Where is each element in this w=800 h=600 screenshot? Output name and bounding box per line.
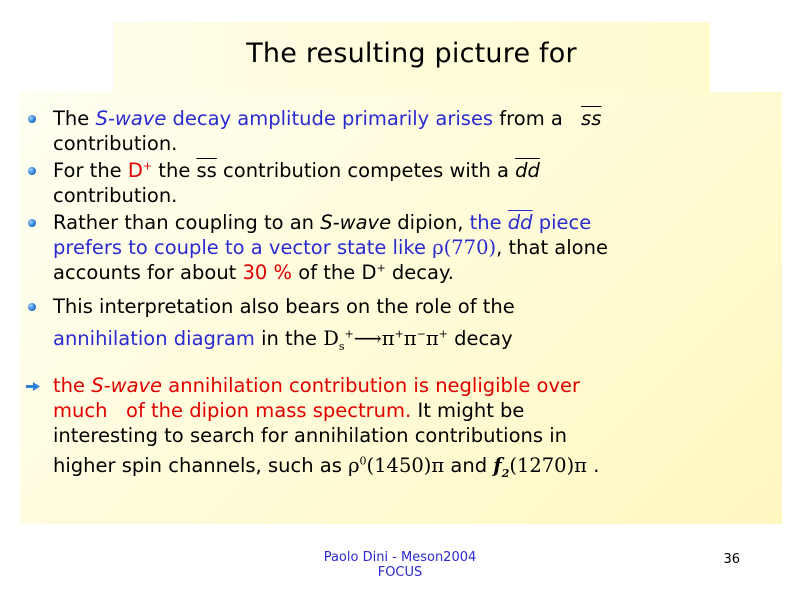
highlight-text: annihilation contribution is negligible over (162, 374, 581, 397)
charge: + (142, 159, 153, 173)
text: decay. (385, 261, 454, 284)
slide-title: The resulting picture for (246, 38, 577, 69)
arrow-bullet-icon (26, 382, 40, 391)
subscript: 2 (501, 466, 510, 480)
text: . (587, 454, 600, 477)
pi-symbol: π (381, 327, 395, 350)
s-wave-term: S-wave (91, 374, 163, 397)
d-symbol: D (127, 159, 143, 182)
charge: + (438, 327, 448, 341)
sphere-bullet-icon (28, 219, 36, 227)
text: the (152, 159, 197, 182)
sphere-bullet-icon (28, 303, 36, 311)
bullet-item-4 (24, 294, 764, 352)
bullet-list (24, 106, 764, 478)
text: This interpretation also bears on the role of the (53, 295, 515, 318)
text: contribution competes with a (216, 159, 516, 182)
mass-pi: (1270)π (509, 454, 588, 477)
arrow-symbol: ⟶ (353, 327, 382, 350)
text: The (53, 107, 96, 130)
text: interesting to search for annihilation contributions in (53, 424, 568, 447)
highlight-text: the (469, 211, 508, 234)
charge: + (376, 261, 386, 275)
s-wave-term: S-wave (95, 107, 167, 130)
dd-bar: $\overline{dd}$ (507, 211, 533, 234)
highlight-text: the (53, 374, 92, 397)
footer-author: Paolo Dini - Meson2004 (323, 550, 477, 565)
text: contribution. (53, 132, 178, 155)
ss-bar: $\overline{ss}$ (196, 159, 217, 182)
text: , that alone (496, 236, 608, 259)
text: and (444, 454, 494, 477)
s-wave-term: S-wave (320, 211, 392, 234)
text: accounts for about (53, 261, 243, 284)
text: dipion, (391, 211, 470, 234)
charge: − (416, 327, 426, 341)
bullet-item-1 (24, 106, 764, 156)
charge: + (394, 327, 404, 341)
bullet-item-5 (24, 373, 764, 478)
bullet-item-3 (24, 210, 764, 286)
pi-symbol: π (425, 327, 439, 350)
highlight-text: prefers to couple to a vector state like (53, 236, 433, 259)
rho-symbol: ρ (348, 454, 360, 477)
text: decay (447, 327, 513, 350)
f2-1270-formula (493, 454, 588, 480)
page-number: 36 (723, 552, 740, 567)
text: higher spin channels, such as (53, 454, 349, 477)
bullet-item-2 (24, 158, 764, 208)
superscript: 0 (359, 454, 367, 468)
text: contribution. (53, 184, 178, 207)
footer (300, 550, 500, 580)
highlight-text: decay amplitude primarily arises (166, 107, 494, 130)
f-symbol: f (493, 454, 502, 477)
annihilation-diagram-term: annihilation diagram (53, 327, 255, 350)
text: Rather than coupling to an (53, 211, 321, 234)
highlight-text: much of the dipion mass spectrum. (53, 399, 412, 422)
text: of the D (292, 261, 377, 284)
rho-770: ρ(770) (432, 236, 497, 259)
pi-symbol: π (403, 327, 417, 350)
highlight-text: piece (532, 211, 592, 234)
percentage: 30 % (242, 261, 293, 284)
ds-symbol: D (323, 327, 339, 350)
decay-formula (323, 327, 448, 353)
text: in the (254, 327, 324, 350)
sphere-bullet-icon (28, 115, 36, 123)
text: It might be (411, 399, 525, 422)
dd-bar: $\overline{dd}$ (515, 159, 540, 182)
footer-experiment: FOCUS (377, 565, 423, 580)
sphere-bullet-icon (28, 167, 36, 175)
ss-bar: $\overline{ss}$ (581, 107, 602, 130)
text: from a (493, 107, 570, 130)
rho-1450-formula (348, 454, 444, 477)
subscript: s (338, 339, 345, 353)
mass-pi: (1450)π (366, 454, 445, 477)
charge: + (344, 327, 354, 341)
text: For the (53, 159, 128, 182)
d-plus (128, 159, 152, 182)
